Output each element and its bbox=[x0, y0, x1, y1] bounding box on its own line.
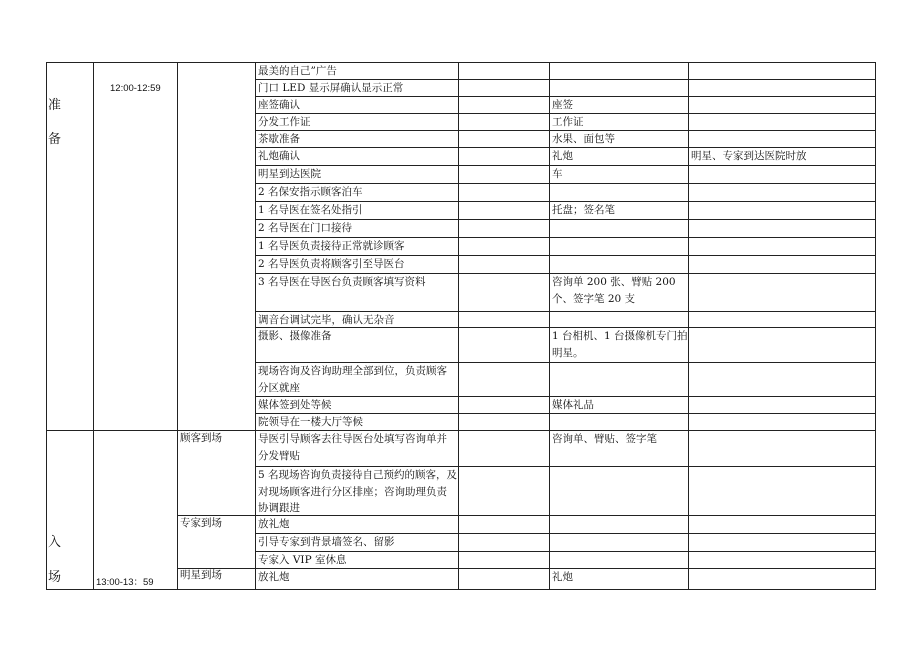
table-cell-task: 协调跟进 bbox=[258, 502, 300, 514]
column-divider bbox=[875, 62, 876, 590]
group-star-arrival: 明星到场 bbox=[180, 569, 222, 581]
table-cell-item: 礼炮 bbox=[552, 571, 573, 583]
column-divider bbox=[688, 62, 689, 590]
table-cell-item: 咨询单、臂贴、签字笔 bbox=[552, 433, 657, 445]
table-cell-task: 1 名导医负责接待正常就诊顾客 bbox=[258, 240, 405, 252]
table-cell-task: 专家入 VIP 室休息 bbox=[258, 554, 347, 566]
group-expert-arrival: 专家到场 bbox=[180, 517, 222, 529]
table-cell-task: 对现场顾客进行分区排座；咨询助理负责 bbox=[258, 485, 447, 498]
table-cell-task: 分区就座 bbox=[258, 381, 300, 394]
table-cell-task: 1 名导医在签名处指引 bbox=[258, 204, 363, 216]
table-cell-item: 个、签字笔 20 支 bbox=[552, 292, 636, 305]
table-cell-task: 2 名保安指示顾客泊车 bbox=[258, 186, 363, 198]
table-cell-task: 座签确认 bbox=[258, 99, 300, 111]
table-cell-task: 放礼炮 bbox=[258, 518, 290, 530]
column-divider bbox=[458, 62, 459, 590]
table-cell-task: 明星到达医院 bbox=[258, 168, 321, 180]
table-cell-task: 3 名导医在导医台负责顾客填写资料 bbox=[258, 276, 426, 288]
table-cell-item: 1 台相机、1 台摄像机专门拍 bbox=[552, 330, 688, 342]
table-cell-item: 明星。 bbox=[552, 346, 584, 359]
table-cell-task: 分发臂贴 bbox=[258, 449, 300, 462]
table-cell-task: 媒体签到处等候 bbox=[258, 399, 332, 411]
table-cell-note: 明星、专家到达医院时放 bbox=[691, 150, 807, 162]
phase-label-entry-1: 入 bbox=[48, 535, 62, 550]
row-divider bbox=[255, 165, 876, 166]
row-divider bbox=[255, 551, 876, 552]
table-cell-task: 放礼炮 bbox=[258, 571, 290, 583]
table-cell-task: 茶歇准备 bbox=[258, 133, 300, 145]
table-cell-task: 最美的自己”广告 bbox=[258, 65, 337, 77]
time-prep: 12:00-12:59 bbox=[110, 83, 161, 94]
group-customer-arrival: 顾客到场 bbox=[180, 432, 222, 444]
table-border-bottom bbox=[46, 589, 876, 590]
table-cell-item: 礼炮 bbox=[552, 150, 573, 162]
table-cell-task: 2 名导医负责将顾客引至导医台 bbox=[258, 258, 405, 270]
table-cell-task: 5 名现场咨询负责接待自己预约的顾客，及 bbox=[258, 469, 458, 481]
table-cell-task: 调音台调试完毕，确认无杂音 bbox=[258, 314, 395, 326]
table-border-top bbox=[46, 62, 876, 63]
table-cell-item: 车 bbox=[552, 168, 563, 180]
phase-label-prep-1: 准 bbox=[48, 98, 62, 113]
table-cell-item: 工作证 bbox=[552, 116, 584, 128]
table-cell-item: 水果、面包等 bbox=[552, 133, 615, 145]
table-cell-task: 现场咨询及咨询助理全部到位，负责顾客 bbox=[258, 365, 447, 377]
table-cell-task: 门口 LED 显示屏确认显示正常 bbox=[258, 82, 404, 94]
table-cell-task: 院领导在一楼大厅等候 bbox=[258, 416, 363, 428]
section-divider-entry bbox=[46, 430, 876, 431]
table-cell-task: 引导专家到背景墙签名、留影 bbox=[258, 536, 395, 548]
phase-label-entry-2: 场 bbox=[48, 570, 62, 585]
table-cell-item: 媒体礼品 bbox=[552, 399, 594, 411]
column-divider bbox=[93, 62, 94, 590]
phase-label-prep-2: 备 bbox=[48, 132, 62, 147]
column-divider bbox=[177, 62, 178, 590]
table-cell-task: 导医引导顾客去往导医台处填写咨询单并 bbox=[258, 433, 447, 445]
table-cell-task: 2 名导医在门口接待 bbox=[258, 222, 353, 234]
table-cell-item: 咨询单 200 张、臂贴 200 bbox=[552, 276, 676, 288]
table-cell-item: 座签 bbox=[552, 99, 573, 111]
time-entry: 13:00-13：59 bbox=[96, 577, 154, 588]
table-cell-item: 托盘；签名笔 bbox=[552, 204, 615, 216]
table-cell-task: 分发工作证 bbox=[258, 116, 311, 128]
table-cell-task: 摄影、摄像准备 bbox=[258, 330, 332, 342]
table-cell-task: 礼炮确认 bbox=[258, 150, 300, 162]
